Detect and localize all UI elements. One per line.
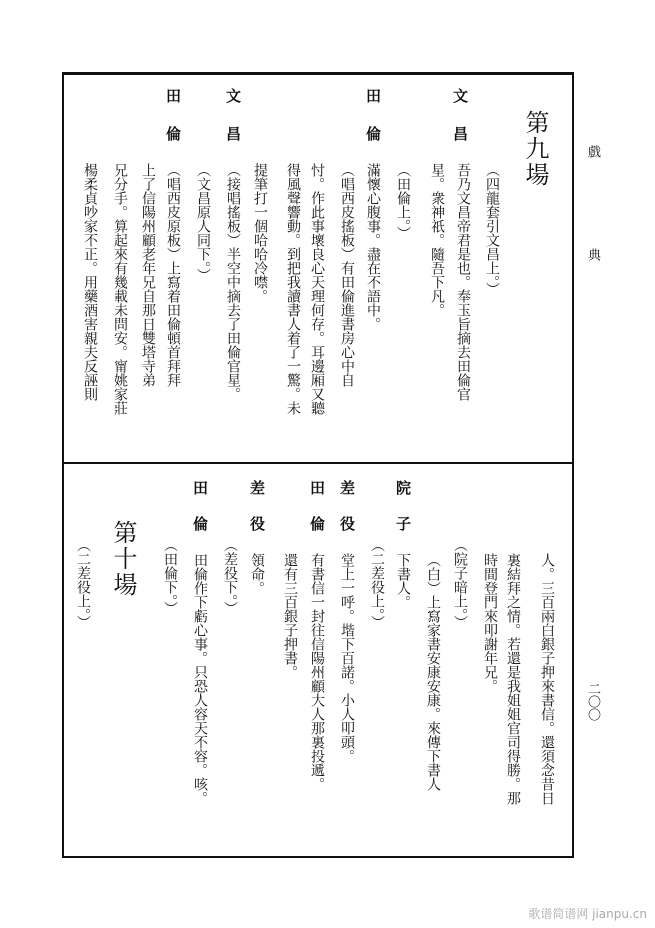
watermark: 歌谱简谱网 jianpu.cn bbox=[528, 907, 647, 921]
dialogue-line: 領命。 bbox=[249, 553, 265, 595]
stage-direction: （院子暗上。） bbox=[452, 538, 468, 629]
dialogue-line: 兄分手。算起來有幾載未問安。甯姚家莊 bbox=[112, 163, 128, 415]
section-divider bbox=[62, 462, 574, 464]
speaker-name: 差 bbox=[248, 480, 266, 495]
dialogue-line: 還有三百銀子押書。 bbox=[282, 553, 298, 679]
dialogue-line: 提筆打一個哈哈冷噤。 bbox=[252, 163, 268, 303]
speaker-name: 院 bbox=[394, 480, 412, 495]
speaker-name: 昌 bbox=[224, 126, 242, 141]
stage-direction: （二差役上。） bbox=[369, 538, 385, 629]
dialogue-line: （接唱搖板）半空中摘去了田倫官星。 bbox=[225, 163, 241, 401]
dialogue-line: 上了信陽州顧老年兄自那日雙塔寺弟 bbox=[140, 163, 156, 387]
dialogue-line: 楊柔貞吵家不正。用藥酒害親夫反誣則 bbox=[82, 163, 98, 401]
book-title-1: 戲 bbox=[585, 145, 600, 158]
speaker-name: 役 bbox=[338, 516, 356, 531]
speaker-name: 田 bbox=[308, 480, 326, 495]
stage-direction: （田倫上。） bbox=[395, 163, 411, 240]
dialogue-line: 有書信一封往信陽州顧大人那裏投遞。 bbox=[309, 553, 325, 791]
dialogue-line: 堂上一呼。堦下百諾。小人叩頭。 bbox=[339, 553, 355, 763]
speaker-name: 文 bbox=[451, 88, 469, 103]
page-number: 二〇〇 bbox=[585, 682, 600, 721]
stage-direction: （田倫下。） bbox=[162, 538, 178, 615]
dialogue-line: 忖。作此事壞良心天理何存。耳邊厢又聽 bbox=[309, 163, 325, 415]
speaker-name: 倫 bbox=[191, 516, 209, 531]
dialogue-line: 時間登門來叩謝年兄。 bbox=[482, 553, 498, 693]
scene-title: 第九場 bbox=[521, 110, 549, 188]
speaker-name: 田 bbox=[164, 88, 182, 103]
speaker-name: 役 bbox=[248, 516, 266, 531]
speaker-name: 倫 bbox=[308, 516, 326, 531]
speaker-name: 田 bbox=[191, 480, 209, 495]
dialogue-line: （白）上寫家書安康安康。來傳下書人 bbox=[425, 553, 441, 791]
scene-title: 第十場 bbox=[109, 520, 137, 598]
stage-direction: （四龍套引文昌上。） bbox=[484, 163, 500, 296]
dialogue-line: 田倫作下虧心事。只恐人容天不容。咳。 bbox=[192, 553, 208, 805]
stage-direction: （差役下。） bbox=[222, 538, 238, 615]
dialogue-line: 滿懷心腹事。盡在不語中。 bbox=[365, 163, 381, 331]
dialogue-line: 吾乃文昌帝君是也。奉玉旨摘去田倫官 bbox=[455, 163, 471, 401]
dialogue-line: 裏結拜之情。若還是我姐姐官司得勝。那 bbox=[505, 553, 521, 805]
speaker-name: 倫 bbox=[364, 126, 382, 141]
dialogue-line: 下書人。 bbox=[395, 553, 411, 609]
dialogue-line: （唱西皮原板）上寫着田倫頓首拜拜 bbox=[165, 163, 181, 387]
stage-direction: （文昌原人同下。） bbox=[195, 163, 211, 282]
book-title-2: 典 bbox=[585, 248, 600, 261]
dialogue-line: （唱西皮搖板）有田倫進書房心中自 bbox=[339, 163, 355, 387]
dialogue-line: 得風聲響動。到把我讀書人着了一驚。未 bbox=[285, 163, 301, 415]
stage-direction: （二差役上。） bbox=[75, 538, 91, 629]
speaker-name: 倫 bbox=[164, 126, 182, 141]
speaker-name: 昌 bbox=[451, 126, 469, 141]
speaker-name: 差 bbox=[338, 480, 356, 495]
dialogue-line: 星。衆神祇。隨吾下凡。 bbox=[429, 163, 445, 317]
speaker-name: 田 bbox=[364, 88, 382, 103]
speaker-name: 子 bbox=[394, 516, 412, 531]
speaker-name: 文 bbox=[224, 88, 242, 103]
dialogue-line: 人。三百兩白銀子押來書信。還須念昔日 bbox=[539, 553, 555, 805]
